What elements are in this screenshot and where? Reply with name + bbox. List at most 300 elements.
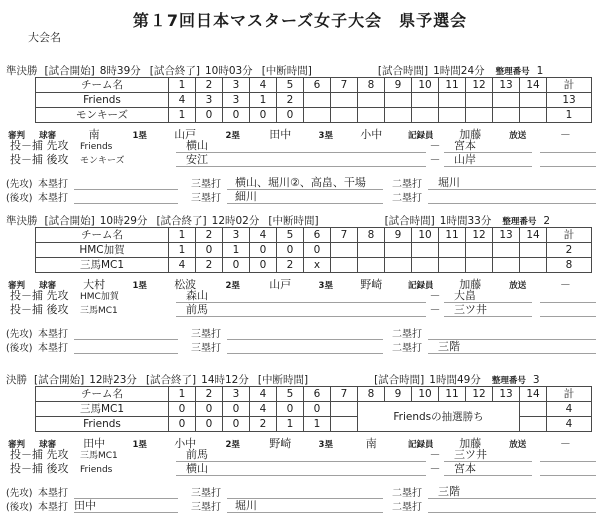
triple-field bbox=[227, 499, 383, 513]
inning-score-cell bbox=[439, 243, 466, 258]
double-label: 二塁打 bbox=[392, 193, 422, 204]
catcher-name-field bbox=[444, 462, 532, 476]
scorer-label: 記録員 bbox=[408, 440, 434, 450]
pitcher-name: 安江 bbox=[186, 153, 208, 166]
page-title: 第１7回日本マスターズ女子大会 県予選会 bbox=[132, 11, 468, 30]
second-base-umpire-label: 2塁 bbox=[225, 131, 240, 141]
battery-team-name: 三馬MC1 bbox=[80, 306, 118, 316]
inning-number-header: 3 bbox=[223, 387, 250, 402]
triple-label: 三塁打 bbox=[191, 179, 221, 190]
hits-row-second-attack bbox=[6, 340, 596, 354]
ref-no-label: 整理番号 bbox=[502, 217, 537, 227]
game-header bbox=[6, 63, 596, 76]
announcer-label: 放送 bbox=[509, 131, 527, 141]
inning-number-header: 5 bbox=[277, 387, 304, 402]
inning-score-cell: 3 bbox=[196, 93, 223, 108]
inning-number-header: 1 bbox=[169, 387, 196, 402]
double-label: 二塁打 bbox=[392, 488, 422, 499]
start-time-label: [試合開始] bbox=[44, 215, 95, 227]
first-base-umpire-name: 松波 bbox=[174, 278, 197, 291]
inning-number-header: 9 bbox=[385, 228, 412, 243]
scorer-label: 記録員 bbox=[408, 131, 434, 141]
inning-score-cell: 0 bbox=[196, 417, 223, 432]
battery-dash: － bbox=[429, 303, 441, 316]
lottery-win-note: Friendsの抽選勝ち bbox=[358, 402, 520, 432]
catcher-name-field bbox=[444, 303, 532, 317]
inning-score-cell bbox=[466, 243, 493, 258]
score-table bbox=[35, 386, 592, 432]
team-total: 13 bbox=[547, 93, 592, 108]
home-run-label: 本塁打 bbox=[38, 193, 68, 204]
inning-score-cell: 0 bbox=[277, 243, 304, 258]
inning-score-cell: 1 bbox=[277, 417, 304, 432]
inning-number-header: 7 bbox=[331, 387, 358, 402]
inning-score-cell bbox=[358, 93, 385, 108]
event-name-label: 大会名 bbox=[28, 31, 61, 44]
inning-number-header: 11 bbox=[439, 78, 466, 93]
umpire-label: 審判 bbox=[8, 281, 26, 291]
innings-header-row bbox=[36, 228, 592, 243]
innings-header-row bbox=[36, 387, 592, 402]
inning-score-cell bbox=[520, 108, 547, 123]
umpires-row bbox=[8, 126, 596, 139]
game-section-final bbox=[4, 372, 596, 513]
score-table bbox=[35, 227, 592, 273]
inning-number-header: 2 bbox=[196, 78, 223, 93]
double-field bbox=[428, 190, 596, 204]
double-label: 二塁打 bbox=[392, 179, 422, 190]
round-label: 決勝 bbox=[6, 374, 27, 386]
battery-second-label: 投－捕 後攻 bbox=[10, 462, 69, 475]
hits-row-first-attack bbox=[6, 326, 596, 340]
home-run-label: 本塁打 bbox=[38, 343, 68, 354]
inning-score-cell bbox=[412, 243, 439, 258]
inning-score-cell: 0 bbox=[250, 243, 277, 258]
inning-score-cell: 4 bbox=[250, 402, 277, 417]
pitcher-name: 森山 bbox=[186, 289, 208, 302]
hits-row-second-attack bbox=[6, 499, 596, 513]
start-time-value: 10時29分 bbox=[99, 215, 148, 227]
inning-number-header: 8 bbox=[358, 78, 385, 93]
inning-number-header: 13 bbox=[493, 387, 520, 402]
plate-umpire-label: 球審 bbox=[39, 131, 57, 141]
triple-label: 三塁打 bbox=[191, 502, 221, 513]
pitcher-name-field bbox=[176, 462, 426, 476]
inning-score-cell: 0 bbox=[169, 417, 196, 432]
inning-number-header: 2 bbox=[196, 228, 223, 243]
hits-row-second-attack bbox=[6, 190, 596, 204]
inning-score-cell bbox=[331, 417, 358, 432]
battery-row-first-attack bbox=[10, 289, 596, 303]
inning-score-cell bbox=[412, 93, 439, 108]
pitcher-name-field bbox=[176, 289, 426, 303]
inning-number-header: 14 bbox=[520, 228, 547, 243]
inning-number-header: 14 bbox=[520, 78, 547, 93]
announcer-name: － bbox=[559, 437, 571, 450]
extra-base-hits bbox=[4, 485, 596, 513]
inning-number-header: 5 bbox=[277, 228, 304, 243]
inning-score-cell bbox=[331, 93, 358, 108]
round-label: 準決勝 bbox=[6, 65, 38, 77]
first-base-umpire-label: 1塁 bbox=[132, 131, 147, 141]
inning-score-cell bbox=[520, 93, 547, 108]
battery-second-label: 投－捕 後攻 bbox=[10, 303, 69, 316]
duration-label: [試合時間] bbox=[377, 65, 429, 77]
battery-row-second-attack bbox=[10, 303, 596, 317]
inning-score-cell bbox=[385, 243, 412, 258]
triple-label: 三塁打 bbox=[191, 488, 221, 499]
inning-score-cell: 0 bbox=[223, 402, 250, 417]
catcher-name: 大畠 bbox=[454, 289, 476, 302]
inning-number-header: 12 bbox=[466, 228, 493, 243]
third-base-umpire-name: 小中 bbox=[360, 128, 383, 141]
team-score-row bbox=[36, 258, 592, 273]
inning-number-header: 1 bbox=[169, 228, 196, 243]
second-attack-label: (後攻) bbox=[6, 193, 33, 204]
inning-number-header: 6 bbox=[304, 228, 331, 243]
battery-row-second-attack bbox=[10, 462, 596, 476]
pitcher-name: 横山 bbox=[186, 462, 208, 475]
inning-score-cell bbox=[331, 402, 358, 417]
triple-field bbox=[227, 176, 383, 190]
blank-field bbox=[540, 448, 596, 462]
inning-score-cell: 1 bbox=[169, 243, 196, 258]
battery-team-name: モンキーズ bbox=[80, 156, 125, 166]
triple-field bbox=[227, 485, 383, 499]
inning-score-cell bbox=[385, 108, 412, 123]
pitcher-name: 前馬 bbox=[186, 448, 208, 461]
battery-team-name: Friends bbox=[80, 465, 113, 475]
start-time-value: 8時39分 bbox=[99, 65, 141, 77]
double-field bbox=[428, 485, 596, 499]
plate-umpire-name: 大村 bbox=[83, 278, 106, 291]
hits-row-first-attack bbox=[6, 485, 596, 499]
scorer-label: 記録員 bbox=[408, 281, 434, 291]
triple-label: 三塁打 bbox=[191, 343, 221, 354]
announcer-label: 放送 bbox=[509, 440, 527, 450]
double-value: 三階 bbox=[438, 340, 460, 353]
ref-no-value: 1 bbox=[536, 65, 544, 77]
hits-row-first-attack bbox=[6, 176, 596, 190]
team-name-header: チーム名 bbox=[36, 387, 169, 402]
team-name: モンキーズ bbox=[36, 108, 169, 123]
second-attack-label: (後攻) bbox=[6, 502, 33, 513]
inning-score-cell bbox=[466, 93, 493, 108]
pitcher-name-field bbox=[176, 303, 426, 317]
inning-number-header: 12 bbox=[466, 387, 493, 402]
inning-number-header: 14 bbox=[520, 387, 547, 402]
triple-value: 細川 bbox=[235, 190, 257, 203]
inning-score-cell bbox=[466, 258, 493, 273]
first-attack-label: (先攻) bbox=[6, 488, 33, 499]
inning-number-header: 5 bbox=[277, 78, 304, 93]
inning-score-cell: 3 bbox=[223, 93, 250, 108]
inning-score-cell bbox=[493, 258, 520, 273]
plate-umpire-label: 球審 bbox=[39, 281, 57, 291]
inning-score-cell: 0 bbox=[223, 108, 250, 123]
inning-number-header: 11 bbox=[439, 228, 466, 243]
catcher-name: 山岸 bbox=[454, 153, 476, 166]
inning-number-header: 12 bbox=[466, 78, 493, 93]
inning-score-cell: 0 bbox=[277, 402, 304, 417]
battery-row-first-attack bbox=[10, 139, 596, 153]
inning-number-header: 13 bbox=[493, 78, 520, 93]
home-run-field bbox=[74, 340, 178, 354]
inning-score-cell: 1 bbox=[304, 417, 331, 432]
ref-no-label: 整理番号 bbox=[491, 376, 526, 386]
interruption-label: [中断時間] bbox=[257, 374, 309, 386]
inning-score-cell: 0 bbox=[196, 243, 223, 258]
triple-field bbox=[227, 326, 383, 340]
catcher-name: 三ツ井 bbox=[454, 448, 487, 461]
pitcher-name: 横山 bbox=[186, 139, 208, 152]
start-time-value: 12時23分 bbox=[89, 374, 137, 386]
battery-first-label: 投－捕 先攻 bbox=[10, 139, 69, 152]
scorer-name: 加藤 bbox=[459, 437, 482, 450]
announcer-label: 放送 bbox=[509, 281, 527, 291]
inning-score-cell: 0 bbox=[169, 402, 196, 417]
inning-score-cell bbox=[439, 258, 466, 273]
duration-value: 1時間33分 bbox=[439, 215, 492, 227]
umpires-row bbox=[8, 435, 596, 448]
inning-score-cell bbox=[304, 108, 331, 123]
battery-team-name: HMC加賀 bbox=[80, 292, 119, 302]
duration-value: 1時間24分 bbox=[433, 65, 485, 77]
inning-number-header: 7 bbox=[331, 228, 358, 243]
home-run-label: 本塁打 bbox=[38, 488, 68, 499]
inning-score-cell: 4 bbox=[169, 258, 196, 273]
battery-dash: － bbox=[429, 462, 441, 475]
inning-number-header: 1 bbox=[169, 78, 196, 93]
announcer-name: － bbox=[559, 278, 571, 291]
duration-label: [試合時間] bbox=[384, 215, 435, 227]
team-score-row bbox=[36, 402, 592, 417]
inning-number-header: 10 bbox=[412, 387, 439, 402]
double-value: 堀川 bbox=[438, 176, 460, 189]
inning-score-cell: 0 bbox=[277, 108, 304, 123]
battery-row-second-attack bbox=[10, 153, 596, 167]
battery-row-first-attack bbox=[10, 448, 596, 462]
pitcher-name-field bbox=[176, 448, 426, 462]
game-section-semifinal-1 bbox=[4, 63, 596, 204]
first-attack-label: (先攻) bbox=[6, 329, 33, 340]
team-total: 4 bbox=[547, 402, 592, 417]
inning-score-cell bbox=[520, 402, 547, 417]
inning-score-cell bbox=[466, 108, 493, 123]
team-name: 三馬MC1 bbox=[36, 402, 169, 417]
battery-dash: － bbox=[429, 448, 441, 461]
home-run-label: 本塁打 bbox=[38, 179, 68, 190]
inning-number-header: 3 bbox=[223, 228, 250, 243]
interruption-label: [中断時間] bbox=[261, 65, 312, 77]
catcher-name-field bbox=[444, 448, 532, 462]
game-header bbox=[6, 213, 596, 226]
inning-number-header: 11 bbox=[439, 387, 466, 402]
inning-number-header: 13 bbox=[493, 228, 520, 243]
inning-score-cell bbox=[520, 417, 547, 432]
team-name: Friends bbox=[36, 93, 169, 108]
inning-number-header: 4 bbox=[250, 228, 277, 243]
round-label: 準決勝 bbox=[6, 215, 38, 227]
battery-second-label: 投－捕 後攻 bbox=[10, 153, 69, 166]
inning-score-cell: 0 bbox=[196, 402, 223, 417]
home-run-label: 本塁打 bbox=[38, 329, 68, 340]
home-run-label: 本塁打 bbox=[38, 502, 68, 513]
inning-score-cell: 0 bbox=[250, 108, 277, 123]
third-base-umpire-label: 3塁 bbox=[318, 131, 333, 141]
umpire-label: 審判 bbox=[8, 131, 26, 141]
third-base-umpire-label: 3塁 bbox=[318, 440, 333, 450]
total-header: 計 bbox=[547, 387, 592, 402]
battery-team-name: 三馬MC1 bbox=[80, 451, 118, 461]
inning-number-header: 4 bbox=[250, 387, 277, 402]
inning-score-cell: 2 bbox=[277, 258, 304, 273]
total-header: 計 bbox=[547, 78, 592, 93]
triple-value: 堀川 bbox=[235, 499, 257, 512]
start-time-label: [試合開始] bbox=[44, 65, 95, 77]
ref-no-value: 3 bbox=[532, 374, 540, 386]
inning-score-cell bbox=[493, 243, 520, 258]
home-run-field bbox=[74, 176, 178, 190]
team-name-header: チーム名 bbox=[36, 228, 169, 243]
battery-dash: － bbox=[429, 289, 441, 302]
team-total: 8 bbox=[547, 258, 592, 273]
catcher-name: 宮本 bbox=[454, 462, 476, 475]
home-run-field bbox=[74, 485, 178, 499]
blank-field bbox=[540, 289, 596, 303]
inning-score-cell bbox=[385, 93, 412, 108]
double-field bbox=[428, 340, 596, 354]
catcher-name-field bbox=[444, 289, 532, 303]
umpires-row bbox=[8, 276, 596, 289]
second-base-umpire-name: 田中 bbox=[269, 128, 292, 141]
inning-score-cell bbox=[412, 258, 439, 273]
inning-number-header: 9 bbox=[385, 78, 412, 93]
inning-number-header: 4 bbox=[250, 78, 277, 93]
end-time-label: [試合終了] bbox=[145, 374, 197, 386]
team-score-row bbox=[36, 93, 592, 108]
end-time-value: 14時12分 bbox=[201, 374, 249, 386]
third-base-umpire-name: 野崎 bbox=[360, 278, 383, 291]
inning-score-cell bbox=[439, 108, 466, 123]
plate-umpire-name: 田中 bbox=[83, 437, 106, 450]
inning-score-cell bbox=[493, 93, 520, 108]
first-attack-label: (先攻) bbox=[6, 179, 33, 190]
third-base-umpire-label: 3塁 bbox=[318, 281, 333, 291]
triple-value: 横山、堀川②、高畠、干場 bbox=[235, 176, 366, 189]
total-header: 計 bbox=[547, 228, 592, 243]
double-label: 二塁打 bbox=[392, 329, 422, 340]
inning-score-cell bbox=[358, 258, 385, 273]
end-time-label: [試合終了] bbox=[149, 65, 200, 77]
triple-field bbox=[227, 340, 383, 354]
inning-score-cell bbox=[412, 108, 439, 123]
inning-score-cell bbox=[439, 93, 466, 108]
double-value: 三階 bbox=[438, 485, 460, 498]
inning-score-cell bbox=[520, 243, 547, 258]
inning-score-cell: x bbox=[304, 258, 331, 273]
catcher-name: 宮本 bbox=[454, 139, 476, 152]
ref-no-label: 整理番号 bbox=[495, 67, 530, 77]
scorer-name: 加藤 bbox=[459, 278, 482, 291]
blank-field bbox=[540, 153, 596, 167]
double-field bbox=[428, 499, 596, 513]
triple-label: 三塁打 bbox=[191, 193, 221, 204]
inning-score-cell bbox=[304, 93, 331, 108]
blank-field bbox=[540, 139, 596, 153]
duration-label: [試合時間] bbox=[374, 374, 425, 386]
inning-score-cell bbox=[520, 258, 547, 273]
umpire-label: 審判 bbox=[8, 440, 26, 450]
inning-number-header: 6 bbox=[304, 387, 331, 402]
title-area bbox=[4, 8, 596, 54]
scorer-name: 加藤 bbox=[459, 128, 482, 141]
second-base-umpire-name: 野崎 bbox=[269, 437, 292, 450]
home-run-field bbox=[74, 326, 178, 340]
duration-value: 1時間49分 bbox=[429, 374, 481, 386]
inning-number-header: 10 bbox=[412, 78, 439, 93]
game-section-semifinal-2 bbox=[4, 213, 596, 354]
innings-header-row bbox=[36, 78, 592, 93]
inning-score-cell: 0 bbox=[223, 417, 250, 432]
plate-umpire-name: 南 bbox=[88, 128, 100, 141]
battery-first-label: 投－捕 先攻 bbox=[10, 448, 69, 461]
end-time-value: 10時03分 bbox=[204, 65, 253, 77]
team-score-row bbox=[36, 243, 592, 258]
team-score-row bbox=[36, 108, 592, 123]
inning-score-cell bbox=[358, 108, 385, 123]
double-field bbox=[428, 176, 596, 190]
ref-no-value: 2 bbox=[543, 215, 551, 227]
second-base-umpire-label: 2塁 bbox=[225, 440, 240, 450]
inning-score-cell bbox=[385, 258, 412, 273]
team-name: Friends bbox=[36, 417, 169, 432]
inning-score-cell: 0 bbox=[304, 243, 331, 258]
team-name: 三馬MC1 bbox=[36, 258, 169, 273]
inning-score-cell bbox=[493, 108, 520, 123]
battery-first-label: 投－捕 先攻 bbox=[10, 289, 69, 302]
first-base-umpire-name: 山戸 bbox=[174, 128, 197, 141]
game-header bbox=[6, 372, 596, 385]
score-table bbox=[35, 77, 592, 123]
plate-umpire-label: 球審 bbox=[39, 440, 57, 450]
inning-number-header: 10 bbox=[412, 228, 439, 243]
inning-score-cell: 0 bbox=[304, 402, 331, 417]
second-base-umpire-label: 2塁 bbox=[225, 281, 240, 291]
team-total: 1 bbox=[547, 108, 592, 123]
inning-number-header: 8 bbox=[358, 228, 385, 243]
inning-score-cell bbox=[331, 258, 358, 273]
team-name: HMC加賀 bbox=[36, 243, 169, 258]
home-run-field bbox=[74, 190, 178, 204]
extra-base-hits bbox=[4, 176, 596, 204]
inning-number-header: 2 bbox=[196, 387, 223, 402]
team-name-header: チーム名 bbox=[36, 78, 169, 93]
inning-number-header: 7 bbox=[331, 78, 358, 93]
double-label: 二塁打 bbox=[392, 502, 422, 513]
battery-team-name: Friends bbox=[80, 142, 113, 152]
end-time-value: 12時02分 bbox=[211, 215, 260, 227]
interruption-label: [中断時間] bbox=[268, 215, 319, 227]
double-field bbox=[428, 326, 596, 340]
blank-field bbox=[540, 462, 596, 476]
announcer-name: － bbox=[559, 128, 571, 141]
inning-score-cell: 1 bbox=[223, 243, 250, 258]
inning-number-header: 6 bbox=[304, 78, 331, 93]
blank-field bbox=[540, 303, 596, 317]
home-run-field bbox=[74, 499, 178, 513]
extra-base-hits bbox=[4, 326, 596, 354]
